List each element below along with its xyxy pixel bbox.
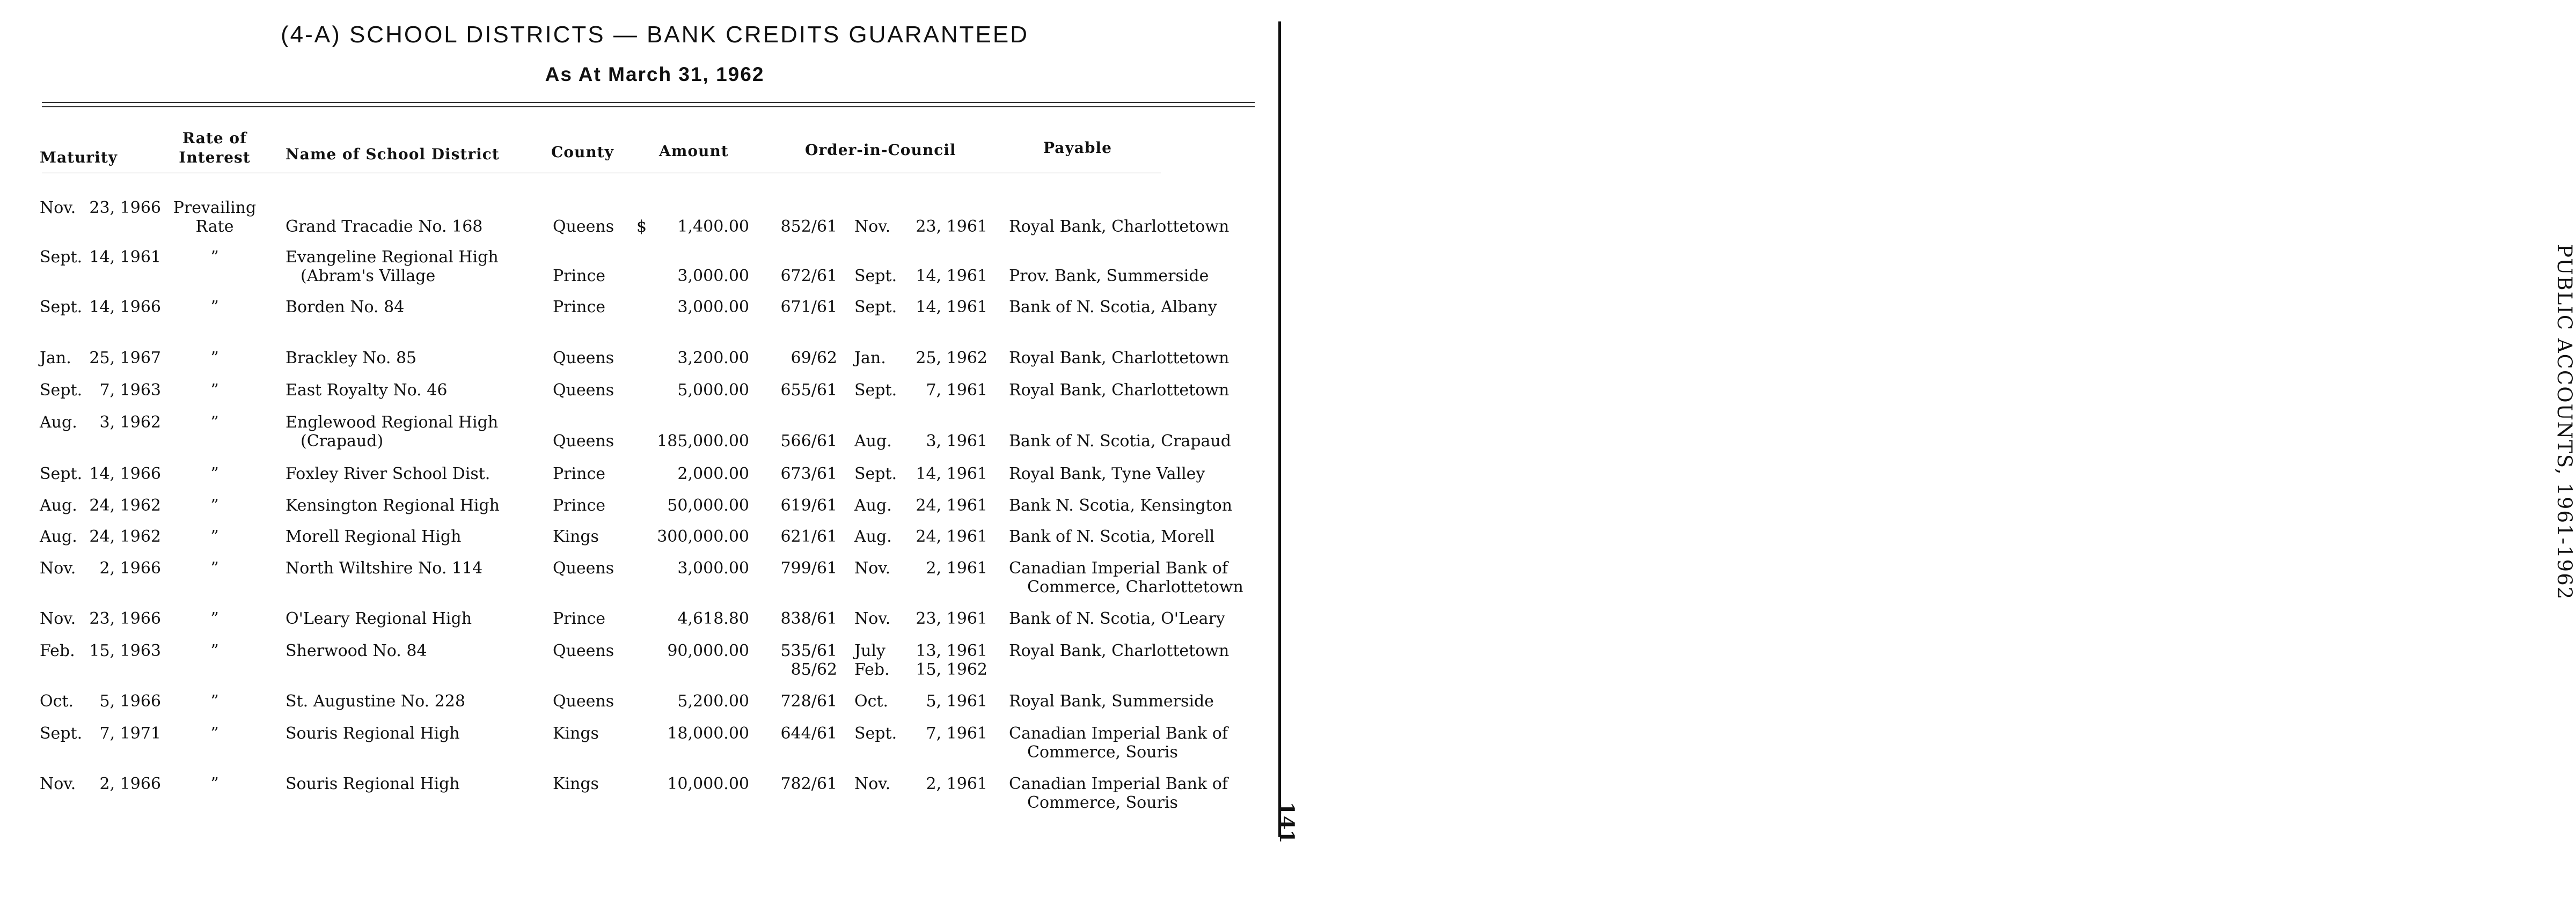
- rate-of-interest: ”: [210, 559, 219, 578]
- oic-date: 2, 1961: [926, 559, 987, 578]
- maturity-day: 25, 1967: [89, 349, 161, 367]
- county: Queens: [553, 432, 614, 451]
- col-header-amount: Amount: [659, 142, 729, 160]
- county: Prince: [553, 465, 605, 483]
- maturity-day: 7, 1971: [99, 724, 161, 743]
- rate-of-interest: ”: [210, 413, 219, 432]
- oic-month: Oct.: [854, 692, 888, 711]
- maturity-day: 23, 1966: [89, 609, 161, 628]
- county: Kings: [553, 775, 599, 793]
- oic-number: 799/61: [780, 559, 837, 578]
- oic-number: 535/61: [780, 642, 837, 660]
- maturity-month: Sept.: [40, 381, 83, 400]
- school-district-name: Kensington Regional High: [286, 496, 500, 515]
- oic-date: 14, 1961: [916, 267, 987, 285]
- oic-month: Aug.: [854, 496, 892, 515]
- oic-month: Nov.: [854, 217, 891, 236]
- oic-date: 24, 1961: [916, 496, 987, 515]
- school-district-name: Evangeline Regional High: [286, 248, 499, 267]
- oic-date: 14, 1961: [916, 465, 987, 483]
- maturity-month: Aug.: [40, 496, 77, 515]
- rate-of-interest: ”: [210, 496, 219, 515]
- oic-date: 7, 1961: [926, 381, 987, 400]
- currency-symbol: $: [636, 217, 647, 236]
- maturity-month: Nov.: [40, 198, 76, 217]
- oic-date: 23, 1961: [916, 217, 987, 236]
- oic-month: Nov.: [854, 559, 891, 578]
- amount: 90,000.00: [667, 642, 749, 660]
- page-subtitle: As At March 31, 1962: [545, 63, 765, 85]
- oic-number: 619/61: [780, 496, 837, 515]
- side-margin: [1277, 0, 2576, 914]
- rate-of-interest: ”: [210, 349, 219, 367]
- school-district-name: North Wiltshire No. 114: [286, 559, 483, 578]
- oic-number: 728/61: [780, 692, 837, 711]
- oic-date: 14, 1961: [916, 298, 987, 316]
- maturity-day: 14, 1961: [89, 248, 161, 267]
- payable-bank: Commerce, Souris: [1027, 743, 1178, 762]
- payable-bank: Royal Bank, Charlottetown: [1009, 217, 1230, 236]
- maturity-month: Jan.: [40, 349, 71, 367]
- oic-month: Sept.: [854, 381, 897, 400]
- school-district-name: Foxley River School Dist.: [286, 465, 491, 483]
- school-district-name: Souris Regional High: [286, 775, 460, 793]
- county: Prince: [553, 298, 605, 316]
- rate-of-interest: ”: [210, 298, 219, 316]
- maturity-day: 2, 1966: [99, 775, 161, 793]
- oic-month: Sept.: [854, 298, 897, 316]
- maturity-month: Nov.: [40, 559, 76, 578]
- school-district-name: Sherwood No. 84: [286, 642, 427, 660]
- county: Prince: [553, 609, 605, 628]
- rate-of-interest: Rate: [195, 217, 234, 236]
- maturity-month: Sept.: [40, 465, 83, 483]
- oic-number: 621/61: [780, 527, 837, 546]
- rate-of-interest: ”: [210, 609, 219, 628]
- school-district-name: Souris Regional High: [286, 724, 460, 743]
- rate-of-interest: ”: [210, 381, 219, 400]
- county: Prince: [553, 496, 605, 515]
- maturity-month: Aug.: [40, 413, 77, 432]
- maturity-month: Aug.: [40, 527, 77, 546]
- maturity-day: 24, 1962: [89, 527, 161, 546]
- amount: 5,200.00: [677, 692, 749, 711]
- payable-bank: Royal Bank, Charlottetown: [1009, 642, 1230, 660]
- maturity-day: 14, 1966: [89, 298, 161, 316]
- county: Queens: [553, 349, 614, 367]
- rate-of-interest: ”: [210, 527, 219, 546]
- payable-bank: Canadian Imperial Bank of: [1009, 775, 1228, 793]
- payable-bank: Canadian Imperial Bank of: [1009, 559, 1228, 578]
- oic-number: 69/62: [791, 349, 837, 367]
- col-header-name: Name of School District: [286, 145, 500, 163]
- school-district-name: Grand Tracadie No. 168: [286, 217, 483, 236]
- oic-number: 838/61: [780, 609, 837, 628]
- col-header-payable: Payable: [1043, 139, 1112, 157]
- maturity-day: 7, 1963: [99, 381, 161, 400]
- oic-month: Aug.: [854, 527, 892, 546]
- amount: 1,400.00: [677, 217, 749, 236]
- school-district-name: (Crapaud): [301, 432, 384, 451]
- page-number: 141: [1275, 802, 1299, 844]
- oic-month: Nov.: [854, 775, 891, 793]
- amount: 10,000.00: [667, 775, 749, 793]
- county: Queens: [553, 642, 614, 660]
- maturity-day: 24, 1962: [89, 496, 161, 515]
- maturity-day: 5, 1966: [99, 692, 161, 711]
- maturity-month: Sept.: [40, 298, 83, 316]
- maturity-month: Feb.: [40, 642, 75, 660]
- county: Queens: [553, 692, 614, 711]
- payable-bank: Royal Bank, Charlottetown: [1009, 381, 1230, 400]
- amount: 18,000.00: [667, 724, 749, 743]
- rate-of-interest: ”: [210, 248, 219, 267]
- oic-date: 2, 1961: [926, 775, 987, 793]
- payable-bank: Bank of N. Scotia, Albany: [1009, 298, 1217, 316]
- oic-number: 85/62: [791, 660, 837, 679]
- oic-number: 671/61: [780, 298, 837, 316]
- oic-date: 23, 1961: [916, 609, 987, 628]
- maturity-day: 2, 1966: [99, 559, 161, 578]
- school-district-name: East Royalty No. 46: [286, 381, 448, 400]
- oic-date: 15, 1962: [916, 660, 987, 679]
- oic-date: 7, 1961: [926, 724, 987, 743]
- amount: 50,000.00: [667, 496, 749, 515]
- payable-bank: Royal Bank, Tyne Valley: [1009, 465, 1205, 483]
- oic-month: Sept.: [854, 465, 897, 483]
- oic-number: 566/61: [780, 432, 837, 451]
- county: Queens: [553, 381, 614, 400]
- header-double-rule: [42, 102, 1255, 107]
- oic-date: 13, 1961: [916, 642, 987, 660]
- payable-bank: Bank of N. Scotia, Morell: [1009, 527, 1215, 546]
- school-district-name: Englewood Regional High: [286, 413, 499, 432]
- oic-number: 782/61: [780, 775, 837, 793]
- running-title: PUBLIC ACCOUNTS, 1961-1962: [2553, 244, 2576, 601]
- maturity-day: 23, 1966: [89, 198, 161, 217]
- county: Kings: [553, 527, 599, 546]
- col-header-rate-line2: Interest: [179, 149, 251, 166]
- maturity-month: Sept.: [40, 248, 83, 267]
- oic-month: Sept.: [854, 724, 897, 743]
- rate-of-interest: ”: [210, 692, 219, 711]
- payable-bank: Commerce, Souris: [1027, 793, 1178, 812]
- oic-date: 5, 1961: [926, 692, 987, 711]
- payable-bank: Canadian Imperial Bank of: [1009, 724, 1228, 743]
- maturity-day: 3, 1962: [99, 413, 161, 432]
- rate-of-interest: ”: [210, 724, 219, 743]
- county: Queens: [553, 217, 614, 236]
- maturity-month: Nov.: [40, 775, 76, 793]
- payable-bank: Royal Bank, Charlottetown: [1009, 349, 1230, 367]
- rate-of-interest: ”: [210, 775, 219, 793]
- payable-bank: Bank N. Scotia, Kensington: [1009, 496, 1233, 515]
- oic-number: 673/61: [780, 465, 837, 483]
- col-header-rate: [172, 129, 258, 167]
- amount: 185,000.00: [657, 432, 749, 451]
- oic-date: 24, 1961: [916, 527, 987, 546]
- county: Prince: [553, 267, 605, 285]
- amount: 3,000.00: [677, 559, 749, 578]
- amount: 5,000.00: [677, 381, 749, 400]
- maturity-day: 14, 1966: [89, 465, 161, 483]
- rate-of-interest: ”: [210, 465, 219, 483]
- amount: 4,618.80: [677, 609, 749, 628]
- oic-month: Feb.: [854, 660, 890, 679]
- school-district-name: (Abram's Village: [301, 267, 436, 285]
- payable-bank: Royal Bank, Summerside: [1009, 692, 1214, 711]
- school-district-name: St. Augustine No. 228: [286, 692, 465, 711]
- maturity-month: Oct.: [40, 692, 74, 711]
- col-header-order-in-council: Order-in-Council: [805, 141, 956, 159]
- payable-bank: Prov. Bank, Summerside: [1009, 267, 1209, 285]
- maturity-day: 15, 1963: [89, 642, 161, 660]
- oic-number: 644/61: [780, 724, 837, 743]
- oic-number: 672/61: [780, 267, 837, 285]
- maturity-month: Nov.: [40, 609, 76, 628]
- payable-bank: Bank of N. Scotia, O'Leary: [1009, 609, 1225, 628]
- oic-number: 852/61: [780, 217, 837, 236]
- oic-date: 25, 1962: [916, 349, 987, 367]
- county: Queens: [553, 559, 614, 578]
- oic-number: 655/61: [780, 381, 837, 400]
- col-header-rate-line1: Rate of: [182, 129, 247, 147]
- payable-bank: Bank of N. Scotia, Crapaud: [1009, 432, 1231, 451]
- oic-month: Aug.: [854, 432, 892, 451]
- amount: 3,200.00: [677, 349, 749, 367]
- col-header-county: County: [551, 143, 614, 161]
- school-district-name: O'Leary Regional High: [286, 609, 472, 628]
- county: Kings: [553, 724, 599, 743]
- oic-date: 3, 1961: [926, 432, 987, 451]
- amount: 300,000.00: [657, 527, 749, 546]
- school-district-name: Morell Regional High: [286, 527, 462, 546]
- col-header-maturity: Maturity: [40, 149, 118, 166]
- oic-month: July: [854, 642, 885, 660]
- payable-bank: Commerce, Charlottetown: [1027, 578, 1243, 596]
- school-district-name: Borden No. 84: [286, 298, 405, 316]
- oic-month: Sept.: [854, 267, 897, 285]
- oic-month: Nov.: [854, 609, 891, 628]
- maturity-month: Sept.: [40, 724, 83, 743]
- oic-month: Jan.: [854, 349, 886, 367]
- amount: 2,000.00: [677, 465, 749, 483]
- rate-of-interest: ”: [210, 642, 219, 660]
- amount: 3,000.00: [677, 298, 749, 316]
- school-district-name: Brackley No. 85: [286, 349, 417, 367]
- rate-of-interest: Prevailing: [173, 198, 257, 217]
- amount: 3,000.00: [677, 267, 749, 285]
- page-title: (4-A) SCHOOL DISTRICTS — BANK CREDITS GUARANTEED: [280, 21, 1029, 48]
